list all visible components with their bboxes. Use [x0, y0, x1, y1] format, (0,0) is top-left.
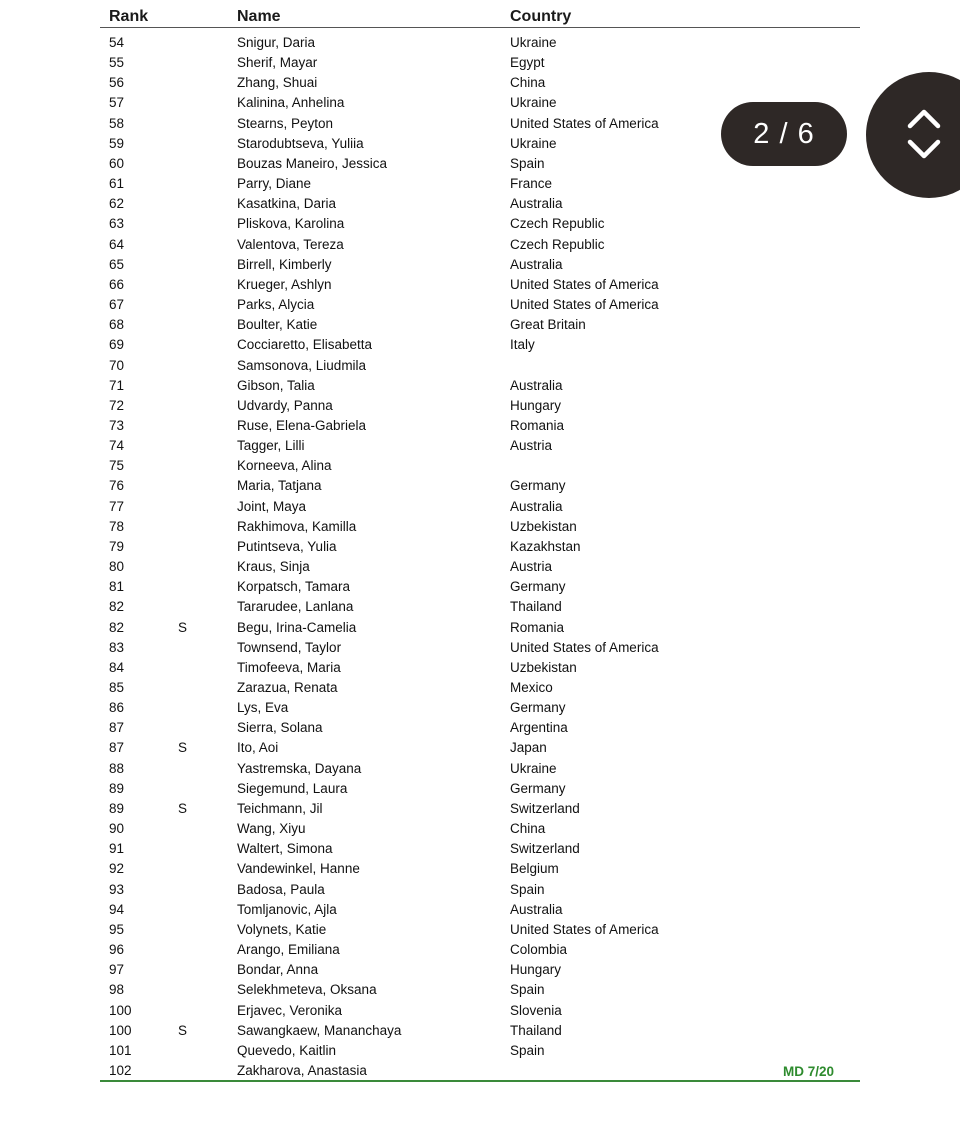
- footer-divider: [100, 1080, 860, 1082]
- name-cell: Zakharova, Anastasia: [237, 1062, 367, 1078]
- country-cell: Slovenia: [510, 1002, 562, 1018]
- header-rank: Rank: [109, 8, 149, 25]
- rank-cell: 67: [109, 297, 125, 313]
- table-row: [100, 779, 860, 799]
- table-header: [100, 6, 860, 28]
- rank-cell: 59: [109, 135, 125, 151]
- header-name: Name: [237, 8, 281, 25]
- country-cell: Austria: [510, 559, 553, 575]
- country-cell: Czech Republic: [510, 216, 605, 232]
- table-row: [100, 859, 860, 879]
- rank-cell: 100: [109, 1002, 132, 1018]
- rank-cell: 96: [109, 942, 125, 958]
- country-cell: Ukraine: [510, 760, 557, 776]
- rank-cell: 93: [109, 881, 125, 897]
- country-cell: Switzerland: [510, 841, 580, 857]
- name-cell: Quevedo, Kaitlin: [237, 1042, 337, 1058]
- country-cell: Hungary: [510, 962, 562, 978]
- name-cell: Sherif, Mayar: [237, 55, 318, 71]
- table-row: [100, 940, 860, 960]
- name-cell: Rakhimova, Kamilla: [237, 518, 357, 534]
- chevron-down-icon[interactable]: [904, 136, 944, 162]
- country-cell: Ukraine: [510, 35, 557, 50]
- country-cell: Japan: [510, 740, 547, 756]
- table-row: [100, 456, 860, 476]
- rank-cell: 81: [109, 579, 125, 595]
- name-cell: Siegemund, Laura: [237, 780, 348, 796]
- rank-cell: 92: [109, 861, 125, 877]
- rank-cell: 65: [109, 256, 125, 272]
- rank-cell: 56: [109, 75, 125, 91]
- rank-cell: 97: [109, 962, 125, 978]
- name-cell: Kalinina, Anhelina: [237, 95, 345, 111]
- table-row: [100, 738, 860, 758]
- rank-cell: 70: [109, 357, 125, 373]
- rank-cell: 73: [109, 417, 125, 433]
- name-cell: Joint, Maya: [237, 498, 307, 514]
- rank-cell: 75: [109, 458, 125, 474]
- country-cell: China: [510, 821, 546, 837]
- rank-cell: 55: [109, 55, 125, 71]
- rank-cell: 74: [109, 438, 125, 454]
- country-cell: Australia: [510, 196, 563, 212]
- rank-cell: 66: [109, 276, 125, 292]
- page-indicator: 2 / 6: [721, 102, 847, 166]
- table-row: [100, 819, 860, 839]
- table-row: [100, 1001, 860, 1021]
- table-row: [100, 214, 860, 234]
- table-row: [100, 900, 860, 920]
- country-cell: Spain: [510, 155, 545, 171]
- table-row: [100, 235, 860, 255]
- country-cell: Italy: [510, 337, 535, 353]
- table-row: [100, 718, 860, 738]
- rank-cell: 86: [109, 700, 125, 716]
- country-cell: Spain: [510, 1042, 545, 1058]
- rank-cell: 76: [109, 478, 125, 494]
- country-cell: United States of America: [510, 921, 659, 937]
- rank-cell: 87: [109, 720, 125, 736]
- table-row: [100, 618, 860, 638]
- name-cell: Putintseva, Yulia: [237, 538, 337, 554]
- rank-cell: 89: [109, 800, 125, 816]
- name-cell: Ruse, Elena-Gabriela: [237, 417, 367, 433]
- rank-cell: 91: [109, 841, 125, 857]
- rank-cell: 82: [109, 599, 125, 615]
- name-cell: Selekhmeteva, Oksana: [237, 982, 377, 998]
- table-row: [100, 557, 860, 577]
- name-cell: Korneeva, Alina: [237, 458, 332, 474]
- name-cell: Valentova, Tereza: [237, 236, 344, 252]
- name-cell: Stearns, Peyton: [237, 115, 334, 131]
- country-cell: Egypt: [510, 55, 545, 71]
- rank-cell: 101: [109, 1042, 132, 1058]
- name-cell: Starodubtseva, Yuliia: [237, 135, 364, 151]
- table-row: [100, 174, 860, 194]
- country-cell: Spain: [510, 881, 545, 897]
- chevron-up-icon[interactable]: [904, 106, 944, 132]
- header-country: Country: [510, 8, 572, 25]
- name-cell: Boulter, Katie: [237, 317, 318, 333]
- rank-cell: 54: [109, 35, 125, 50]
- table-row: [100, 698, 860, 718]
- table-row: [100, 658, 860, 678]
- table-row: [100, 1061, 860, 1081]
- table-row: [100, 194, 860, 214]
- status-flag-cell: S: [178, 1022, 188, 1038]
- name-cell: Parks, Alycia: [237, 297, 315, 313]
- name-cell: Townsend, Taylor: [237, 639, 342, 655]
- rank-cell: 71: [109, 377, 125, 393]
- name-cell: Erjavec, Veronika: [237, 1002, 343, 1018]
- name-cell: Badosa, Paula: [237, 881, 325, 897]
- name-cell: Yastremska, Dayana: [237, 760, 362, 776]
- country-cell: Australia: [510, 498, 563, 514]
- country-cell: Thailand: [510, 599, 562, 615]
- status-flag-cell: S: [178, 740, 188, 756]
- country-cell: Romania: [510, 619, 565, 635]
- name-cell: Zarazua, Renata: [237, 680, 338, 695]
- table-row: [100, 376, 860, 396]
- table-row: [100, 1041, 860, 1061]
- rank-cell: 68: [109, 317, 125, 333]
- rank-cell: 95: [109, 921, 125, 937]
- country-cell: United States of America: [510, 115, 659, 131]
- country-cell: Uzbekistan: [510, 659, 577, 675]
- country-cell: Belgium: [510, 861, 559, 877]
- table-row: [100, 638, 860, 658]
- table-row: [100, 517, 860, 537]
- country-cell: United States of America: [510, 639, 659, 655]
- rank-cell: 61: [109, 176, 125, 192]
- rank-cell: 58: [109, 115, 125, 131]
- table-row: [100, 315, 860, 335]
- country-cell: Romania: [510, 417, 565, 433]
- name-cell: Timofeeva, Maria: [237, 659, 341, 675]
- name-cell: Wang, Xiyu: [237, 821, 306, 837]
- footer-code: MD 7/20: [783, 1064, 835, 1079]
- status-flag-cell: S: [178, 619, 188, 635]
- rank-cell: 85: [109, 680, 125, 695]
- rank-cell: 94: [109, 901, 125, 917]
- table-row: [100, 1021, 860, 1041]
- country-cell: Australia: [510, 901, 563, 917]
- rank-cell: 84: [109, 659, 125, 675]
- name-cell: Teichmann, Jil: [237, 800, 323, 816]
- rank-cell: 77: [109, 498, 125, 514]
- name-cell: Tomljanovic, Ajla: [237, 901, 337, 917]
- country-cell: Mexico: [510, 680, 553, 695]
- name-cell: Lys, Eva: [237, 700, 289, 716]
- name-cell: Udvardy, Panna: [237, 397, 333, 413]
- table-row: [100, 335, 860, 355]
- table-row: [100, 275, 860, 295]
- table-row: [100, 839, 860, 859]
- table-row: [100, 436, 860, 456]
- country-cell: Germany: [510, 478, 566, 494]
- rank-cell: 102: [109, 1062, 132, 1078]
- rank-cell: 72: [109, 397, 125, 413]
- name-cell: Parry, Diane: [237, 176, 312, 192]
- table-row: [100, 497, 860, 517]
- name-cell: Bouzas Maneiro, Jessica: [237, 155, 388, 171]
- table-row: [100, 356, 860, 376]
- rank-cell: 64: [109, 236, 125, 252]
- table-row: [100, 255, 860, 275]
- name-cell: Snigur, Daria: [237, 35, 316, 50]
- country-cell: Australia: [510, 256, 563, 272]
- country-cell: Ukraine: [510, 135, 557, 151]
- table-row: [100, 678, 860, 698]
- country-cell: Australia: [510, 377, 563, 393]
- country-cell: Ukraine: [510, 95, 557, 111]
- table-body: [100, 33, 860, 1081]
- name-cell: Kasatkina, Daria: [237, 196, 337, 212]
- table-row: [100, 577, 860, 597]
- table-row: [100, 295, 860, 315]
- rank-cell: 88: [109, 760, 125, 776]
- country-cell: United States of America: [510, 276, 659, 292]
- table-row: [100, 537, 860, 557]
- country-cell: Hungary: [510, 397, 562, 413]
- rank-cell: 57: [109, 95, 125, 111]
- status-flag-cell: S: [178, 800, 188, 816]
- table-row: [100, 416, 860, 436]
- table-row: [100, 33, 860, 53]
- table-row: [100, 880, 860, 900]
- rank-cell: 69: [109, 337, 125, 353]
- rank-cell: 78: [109, 518, 125, 534]
- name-cell: Waltert, Simona: [237, 841, 333, 857]
- country-cell: Germany: [510, 700, 566, 716]
- name-cell: Arango, Emiliana: [237, 942, 340, 958]
- country-cell: Kazakhstan: [510, 538, 581, 554]
- table-row: [100, 960, 860, 980]
- table-row: [100, 53, 860, 73]
- rank-cell: 82: [109, 619, 125, 635]
- country-cell: Colombia: [510, 942, 568, 958]
- country-cell: Austria: [510, 438, 553, 454]
- country-cell: Czech Republic: [510, 236, 605, 252]
- name-cell: Vandewinkel, Hanne: [237, 861, 360, 877]
- name-cell: Volynets, Katie: [237, 921, 327, 937]
- rank-cell: 89: [109, 780, 125, 796]
- name-cell: Sierra, Solana: [237, 720, 323, 736]
- name-cell: Tararudee, Lanlana: [237, 599, 354, 615]
- rank-cell: 62: [109, 196, 125, 212]
- name-cell: Korpatsch, Tamara: [237, 579, 351, 595]
- rank-cell: 87: [109, 740, 125, 756]
- rank-cell: 83: [109, 639, 125, 655]
- table-row: [100, 396, 860, 416]
- country-cell: Germany: [510, 579, 566, 595]
- rank-cell: 63: [109, 216, 125, 232]
- country-cell: Spain: [510, 982, 545, 998]
- table-row: [100, 597, 860, 617]
- table-row: [100, 73, 860, 93]
- table-row: [100, 799, 860, 819]
- name-cell: Zhang, Shuai: [237, 75, 318, 91]
- name-cell: Maria, Tatjana: [237, 478, 322, 494]
- name-cell: Kraus, Sinja: [237, 559, 310, 575]
- country-cell: France: [510, 176, 553, 192]
- rank-cell: 98: [109, 982, 125, 998]
- country-cell: Uzbekistan: [510, 518, 577, 534]
- rank-cell: 100: [109, 1022, 132, 1038]
- name-cell: Gibson, Talia: [237, 377, 315, 393]
- table-row: [100, 980, 860, 1000]
- name-cell: Begu, Irina-Camelia: [237, 619, 357, 635]
- rank-cell: 90: [109, 821, 125, 837]
- name-cell: Cocciaretto, Elisabetta: [237, 337, 373, 353]
- name-cell: Samsonova, Liudmila: [237, 357, 367, 373]
- rank-cell: 79: [109, 538, 125, 554]
- name-cell: Pliskova, Karolina: [237, 216, 345, 232]
- country-cell: China: [510, 75, 546, 91]
- name-cell: Sawangkaew, Mananchaya: [237, 1022, 402, 1038]
- country-cell: United States of America: [510, 297, 659, 313]
- name-cell: Krueger, Ashlyn: [237, 276, 332, 292]
- table-row: [100, 476, 860, 496]
- table-row: [100, 920, 860, 940]
- country-cell: Thailand: [510, 1022, 562, 1038]
- rank-cell: 80: [109, 559, 125, 575]
- rank-cell: 60: [109, 155, 125, 171]
- name-cell: Bondar, Anna: [237, 962, 319, 978]
- country-cell: Argentina: [510, 720, 568, 736]
- name-cell: Birrell, Kimberly: [237, 256, 332, 272]
- name-cell: Tagger, Lilli: [237, 438, 305, 454]
- country-cell: Great Britain: [510, 317, 586, 333]
- name-cell: Ito, Aoi: [237, 740, 279, 756]
- country-cell: Switzerland: [510, 800, 580, 816]
- country-cell: Germany: [510, 780, 566, 796]
- table-row: [100, 759, 860, 779]
